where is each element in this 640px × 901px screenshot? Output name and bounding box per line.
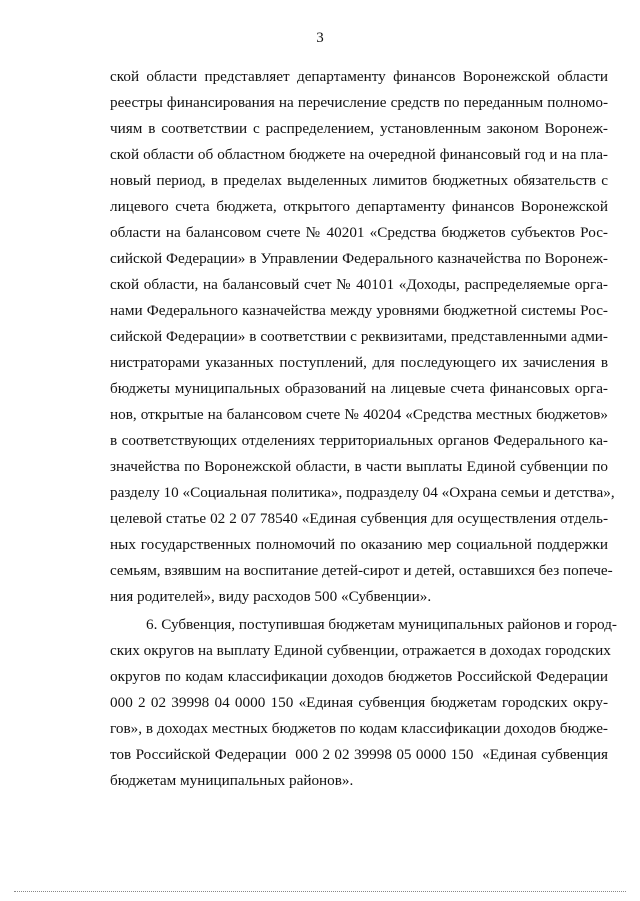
paragraph-1-line: ской области представляет департаменту финансов Воронежской области [110,68,608,85]
scan-edge-divider [14,891,626,892]
paragraph-2-line: округов по кодам классификации доходов бюджетов Российской Федерации [110,668,608,685]
paragraph-2-line: ских округов на выплату Единой субвенции, отражается в доходах городских [110,642,611,659]
paragraph-1-line: нов, открытые на балансовом счете № 40204 «Средства местных бюджетов» [110,406,608,423]
paragraph-1-line: целевой статье 02 2 07 78540 «Единая субвенция для осуществления отдель- [110,510,608,527]
paragraph-1-line: чиям в соответствии с распределением, установленным законом Воронеж- [110,120,608,137]
paragraph-1-line: разделу 10 «Социальная политика», подразделу 04 «Охрана семьи и детства», [110,484,615,501]
paragraph-1-line: в соответствующих отделениях территориальных органов Федерального ка- [110,432,608,449]
paragraph-1-line: ской области об областном бюджете на очередной финансовый год и на пла- [110,146,608,163]
paragraph-1-line: реестры финансирования на перечисление средств по переданным полномо- [110,94,608,111]
paragraph-1-line: ской области, на балансовый счет № 40101 «Доходы, распределяемые орга- [110,276,608,293]
paragraph-2-line: бюджетам муниципальных районов». [110,772,354,789]
paragraph-1-line: сийской Федерации» в Управлении Федерального казначейства по Воронеж- [110,250,608,267]
page-number: 3 [316,30,324,46]
paragraph-1-line: сийской Федерации» в соответствии с реквизитами, представленными адми- [110,328,608,345]
paragraph-1-line: новый период, в пределах выделенных лимитов бюджетных обязательств с [110,172,608,189]
paragraph-2-line: 6. Субвенция, поступившая бюджетам муниципальных районов и город- [146,616,617,633]
paragraph-1-line: области на балансовом счете № 40201 «Средства бюджетов субъектов Рос- [110,224,608,241]
paragraph-2-line: тов Российской Федерации 000 2 02 39998 05 0000 150 «Единая субвенция [110,746,608,763]
paragraph-1-line: ных государственных полномочий по оказанию мер социальной поддержки [110,536,608,553]
paragraph-1-line: семьям, взявшим на воспитание детей-сирот и детей, оставшихся без попече- [110,562,613,579]
paragraph-2-line: 000 2 02 39998 04 0000 150 «Единая субвенция бюджетам городских окру- [110,694,608,711]
paragraph-1-line: ния родителей», виду расходов 500 «Субвенции». [110,588,432,605]
paragraph-1-line: нистраторами указанных поступлений, для последующего их зачисления в [110,354,608,371]
paragraph-1-line: нами Федерального казначейства между уровнями бюджетной системы Рос- [110,302,608,319]
paragraph-1-line: бюджеты муниципальных образований на лицевые счета финансовых орга- [110,380,608,397]
paragraph-1-line: лицевого счета бюджета, открытого департаменту финансов Воронежской [110,198,608,215]
paragraph-2-line: гов», в доходах местных бюджетов по кодам классификации доходов бюдже- [110,720,608,737]
paragraph-1-line: значейства по Воронежской области, в части выплаты Единой субвенции по [110,458,608,475]
